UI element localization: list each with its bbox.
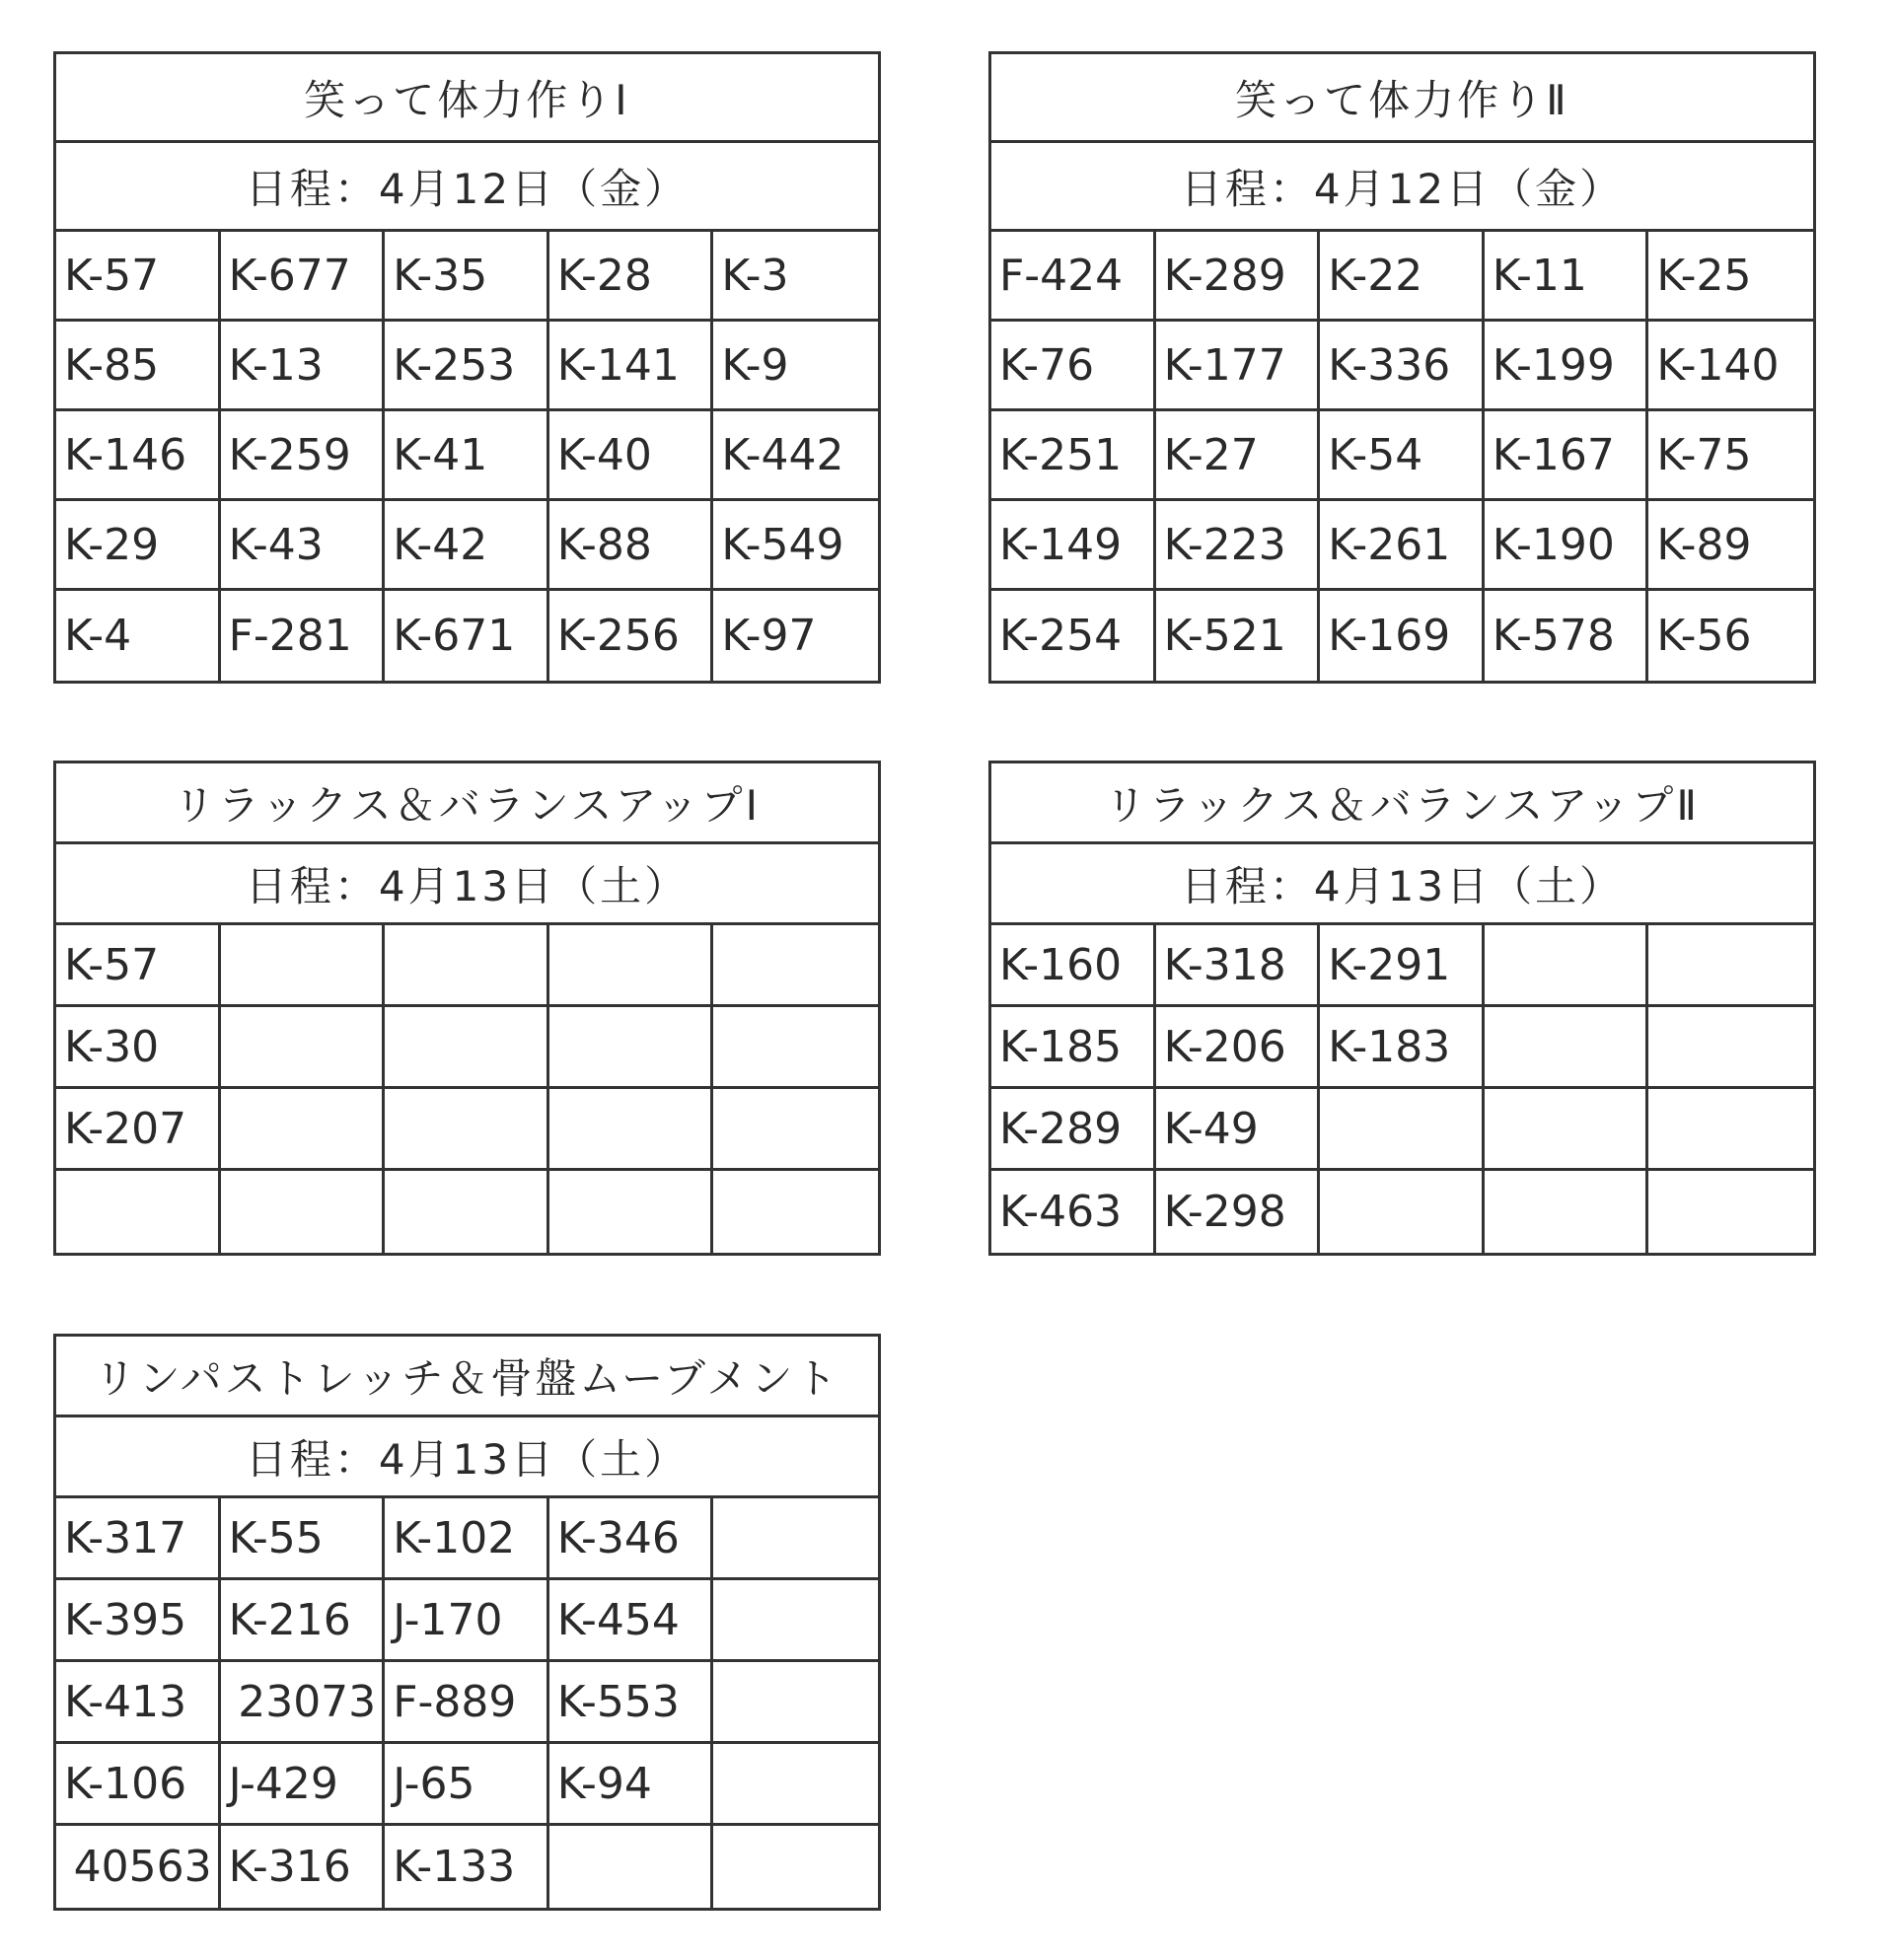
participant-cell: K-169 <box>1320 591 1485 681</box>
participant-cell: K-336 <box>1320 322 1485 411</box>
participant-cell: K-75 <box>1648 411 1813 501</box>
participant-cell: K-346 <box>549 1498 714 1580</box>
participant-cell: K-289 <box>991 1089 1156 1171</box>
participant-cell: K-4 <box>56 591 221 681</box>
participant-cell: K-28 <box>549 232 714 322</box>
schedule-date: 日程：4月13日（土） <box>991 844 1813 925</box>
participant-cell <box>549 1171 714 1253</box>
participant-cell <box>549 1089 714 1171</box>
participant-cell: K-41 <box>385 411 549 501</box>
participant-cell: K-317 <box>56 1498 221 1580</box>
participant-cell <box>221 1171 386 1253</box>
participant-cell <box>385 925 549 1007</box>
participant-grid <box>56 925 878 1253</box>
participant-cell: K-3 <box>713 232 878 322</box>
participant-cell <box>713 1580 878 1662</box>
participant-cell: K-57 <box>56 925 221 1007</box>
participant-cell: K-199 <box>1485 322 1649 411</box>
participant-cell <box>549 925 714 1007</box>
schedule-title: リラックス＆バランスアップⅡ <box>991 763 1813 844</box>
participant-cell <box>385 1089 549 1171</box>
participant-cell: K-89 <box>1648 501 1813 591</box>
participant-cell <box>1648 1089 1813 1171</box>
participant-cell: K-206 <box>1156 1007 1321 1089</box>
participant-cell: K-43 <box>221 501 386 591</box>
participant-cell: J-429 <box>221 1744 386 1826</box>
participant-cell: K-56 <box>1656 611 1752 661</box>
participant-cell: K-316 <box>221 1826 386 1908</box>
participant-grid <box>991 925 1813 1253</box>
schedule-title: 笑って体力作りⅡ <box>991 54 1813 143</box>
participant-cell: K-11 <box>1485 232 1649 322</box>
schedule-title: リンパストレッチ＆骨盤ムーブメント <box>56 1337 878 1417</box>
participant-cell <box>385 1171 549 1253</box>
participant-cell: J-65 <box>385 1744 549 1826</box>
participant-cell: K-76 <box>991 322 1156 411</box>
schedule-date: 日程：4月12日（金） <box>991 143 1813 232</box>
participant-cell <box>713 1744 878 1826</box>
participant-cell <box>1648 1007 1813 1089</box>
participant-cell: K-30 <box>56 1007 221 1089</box>
participant-cell <box>1320 1089 1485 1171</box>
participant-cell: K-9 <box>713 322 878 411</box>
schedule-table-2 <box>988 51 1816 684</box>
schedule-table-3 <box>53 761 881 1256</box>
participant-cell: K-454 <box>549 1580 714 1662</box>
participant-cell: K-256 <box>549 591 714 681</box>
schedule-date: 日程：4月12日（金） <box>56 143 878 232</box>
participant-cell: K-140 <box>1648 322 1813 411</box>
participant-cell: K-141 <box>549 322 714 411</box>
participant-cell: K-40 <box>549 411 714 501</box>
participant-cell: 23073 <box>221 1662 386 1744</box>
participant-cell: K-88 <box>549 501 714 591</box>
participant-cell: K-671 <box>385 591 549 681</box>
schedule-title: 笑って体力作りⅠ <box>56 54 878 143</box>
participant-cell <box>713 1826 878 1908</box>
participant-cell: K-94 <box>549 1744 714 1826</box>
participant-cell <box>713 925 878 1007</box>
participant-cell <box>221 925 386 1007</box>
schedule-table-1 <box>53 51 881 684</box>
participant-cell: K-13 <box>221 322 386 411</box>
participant-cell <box>713 1662 878 1744</box>
participant-cell: K-253 <box>385 322 549 411</box>
participant-cell <box>1320 1171 1485 1253</box>
participant-cell: F-424 <box>991 232 1156 322</box>
participant-cell: K-55 <box>221 1498 386 1580</box>
participant-cell <box>1485 1089 1649 1171</box>
participant-cell: K-22 <box>1320 232 1485 322</box>
participant-cell: K-223 <box>1156 501 1321 591</box>
participant-cell <box>221 1089 386 1171</box>
participant-cell: K-413 <box>56 1662 221 1744</box>
schedule-table-4 <box>988 761 1816 1256</box>
participant-cell <box>1648 1171 1813 1253</box>
participant-cell <box>713 1498 878 1580</box>
participant-cell <box>1648 925 1813 1007</box>
schedule-date: 日程：4月13日（土） <box>56 844 878 925</box>
participant-cell: K-216 <box>221 1580 386 1662</box>
participant-cell: K-185 <box>991 1007 1156 1089</box>
participant-cell: K-25 <box>1648 232 1813 322</box>
participant-cell: K-553 <box>549 1662 714 1744</box>
schedule-date: 日程：4月13日（土） <box>56 1417 878 1498</box>
participant-cell: K-578 <box>1485 591 1649 681</box>
participant-cell <box>549 1826 714 1908</box>
participant-cell <box>549 1007 714 1089</box>
participant-cell: K-549 <box>713 501 878 591</box>
participant-cell: F-889 <box>385 1662 549 1744</box>
participant-cell: F-281 <box>221 591 386 681</box>
participant-cell: K-85 <box>56 322 221 411</box>
participant-cell <box>1485 925 1649 1007</box>
participant-cell: K-318 <box>1156 925 1321 1007</box>
participant-cell: K-442 <box>713 411 878 501</box>
participant-cell <box>713 1089 878 1171</box>
participant-cell: K-395 <box>56 1580 221 1662</box>
participant-cell: K-190 <box>1485 501 1649 591</box>
participant-cell: K-261 <box>1320 501 1485 591</box>
participant-cell: K-29 <box>56 501 221 591</box>
participant-cell: K-102 <box>385 1498 549 1580</box>
participant-grid <box>56 232 878 681</box>
participant-cell: K-167 <box>1485 411 1649 501</box>
participant-cell: K-251 <box>991 411 1156 501</box>
participant-cell <box>221 1007 386 1089</box>
participant-cell: K-49 <box>1156 1089 1321 1171</box>
participant-cell: K-254 <box>991 591 1156 681</box>
participant-cell: J-170 <box>385 1580 549 1662</box>
participant-cell: K-57 <box>56 232 221 322</box>
participant-cell: K-35 <box>385 232 549 322</box>
participant-cell: K-97 <box>721 611 817 661</box>
participant-cell: K-298 <box>1156 1171 1321 1253</box>
participant-cell: K-54 <box>1320 411 1485 501</box>
participant-cell: K-183 <box>1320 1007 1485 1089</box>
participant-cell <box>385 1007 549 1089</box>
schedule-title: リラックス＆バランスアップⅠ <box>56 763 878 844</box>
participant-cell: K-207 <box>56 1089 221 1171</box>
participant-cell: K-106 <box>56 1744 221 1826</box>
participant-cell: K-146 <box>56 411 221 501</box>
participant-cell: K-133 <box>385 1826 549 1908</box>
participant-cell: K-291 <box>1320 925 1485 1007</box>
participant-cell: K-677 <box>221 232 386 322</box>
schedule-table-5 <box>53 1334 881 1911</box>
participant-cell <box>713 1007 878 1089</box>
participant-cell: 40563 <box>56 1826 221 1908</box>
participant-cell: K-160 <box>991 925 1156 1007</box>
participant-cell: K-463 <box>991 1171 1156 1253</box>
participant-cell <box>1485 1171 1649 1253</box>
participant-grid <box>991 232 1813 681</box>
participant-cell <box>713 1171 878 1253</box>
participant-cell <box>1485 1007 1649 1089</box>
participant-cell: K-42 <box>385 501 549 591</box>
participant-cell: K-149 <box>991 501 1156 591</box>
participant-cell: K-259 <box>221 411 386 501</box>
participant-grid <box>56 1498 878 1908</box>
participant-cell: K-177 <box>1156 322 1321 411</box>
participant-cell: K-27 <box>1156 411 1321 501</box>
participant-cell <box>56 1171 221 1253</box>
participant-cell: K-521 <box>1156 591 1321 681</box>
participant-cell: K-289 <box>1156 232 1321 322</box>
